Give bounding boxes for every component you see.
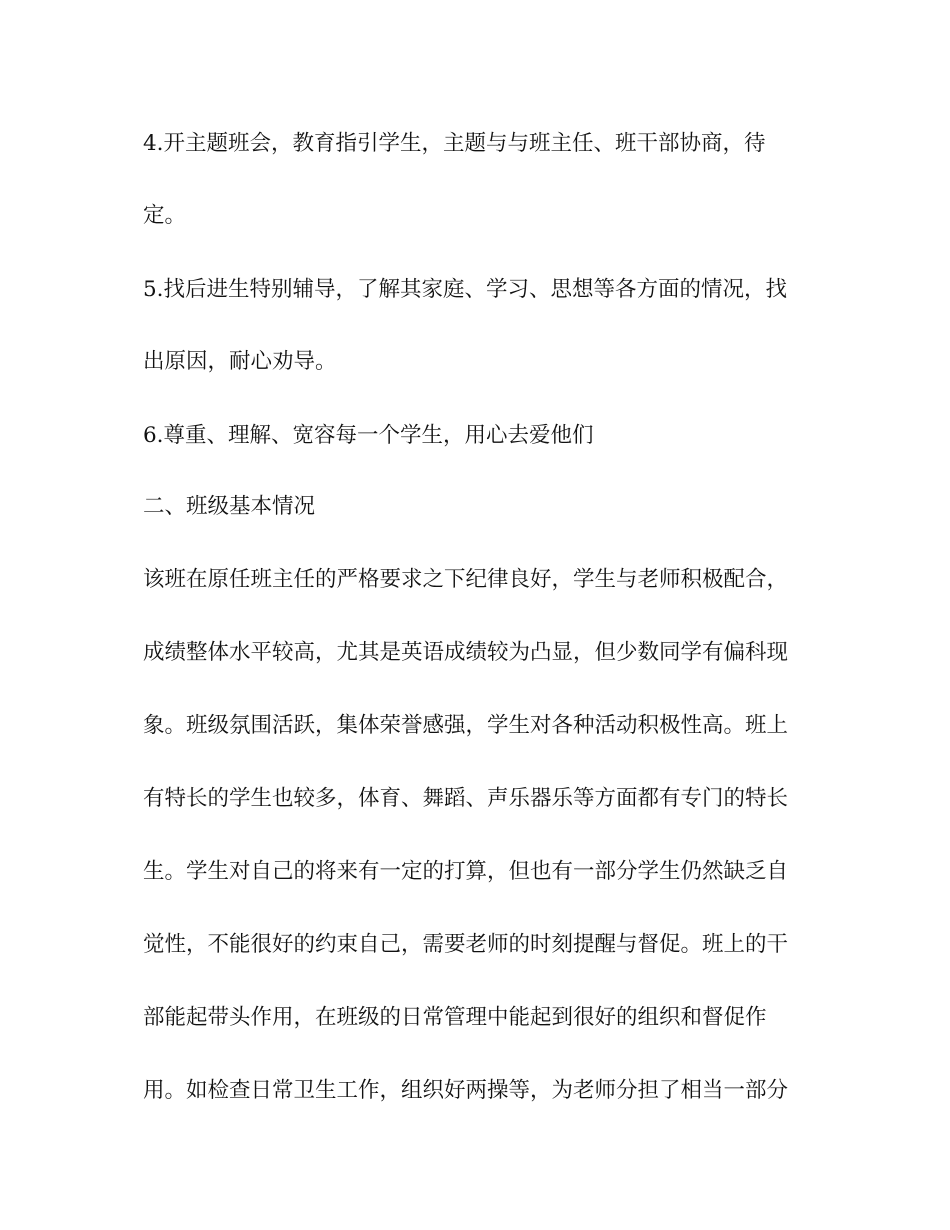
paragraph-line-2: 成绩整体水平较高，尤其是英语成绩较为凸显，但少数同学有偏科现 — [143, 640, 789, 665]
item-6-line: 6.尊重、理解、宽容每一个学生，用心去爱他们 — [143, 423, 594, 448]
paragraph-line-8: 用。如检查日常卫生工作，组织好两操等，为老师分担了相当一部分 — [143, 1078, 789, 1103]
paragraph-line-7: 部能起带头作用，在班级的日常管理中能起到很好的组织和督促作 — [143, 1005, 767, 1030]
paragraph-line-6: 觉性，不能很好的约束自己，需要老师的时刻提醒与督促。班上的干 — [143, 932, 789, 957]
paragraph-line-5: 生。学生对自己的将来有一定的打算，但也有一部分学生仍然缺乏自 — [143, 859, 789, 884]
paragraph-line-4: 有特长的学生也较多，体育、舞蹈、声乐器乐等方面都有专门的特长 — [143, 786, 789, 811]
section-heading-class-situation: 二、班级基本情况 — [143, 494, 316, 519]
item-4-line-1: 4.开主题班会，教育指引学生，主题与与班主任、班干部协商，待 — [143, 131, 766, 156]
item-5-line-1: 5.找后进生特别辅导，了解其家庭、学习、思想等各方面的情况，找 — [143, 277, 788, 302]
item-5-line-2: 出原因，耐心劝导。 — [143, 349, 337, 374]
paragraph-line-1: 该班在原任班主任的严格要求之下纪律良好，学生与老师积极配合， — [143, 567, 789, 592]
paragraph-line-3: 象。班级氛围活跃，集体荣誉感强，学生对各种活动积极性高。班上 — [143, 713, 789, 738]
item-4-line-2: 定。 — [143, 203, 187, 228]
